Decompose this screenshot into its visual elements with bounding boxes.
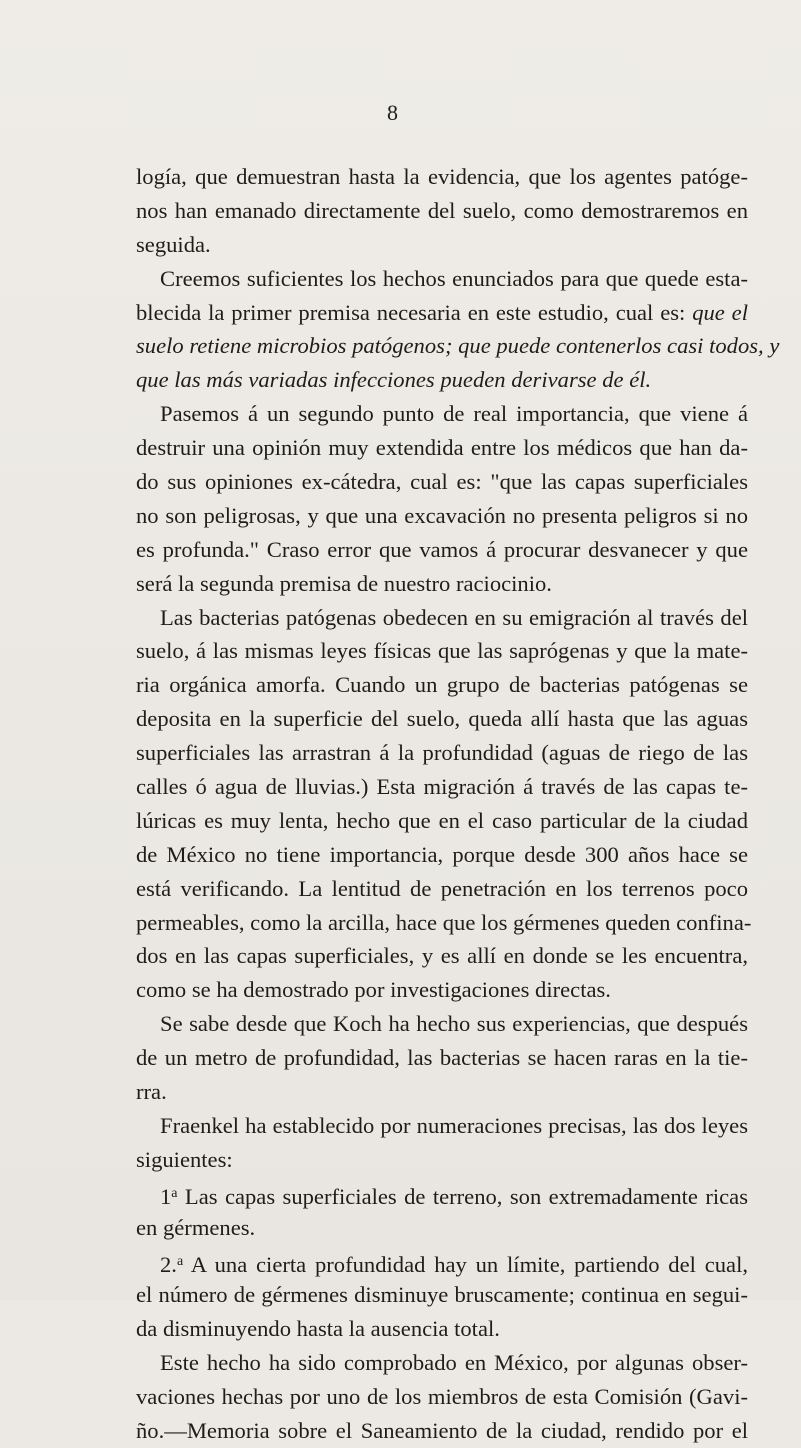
text-line <box>136 601 748 635</box>
line-text: está verificando. La lentitud de penetración en los terrenos poco <box>136 875 748 901</box>
line-text: Se sabe desde que Koch ha hecho sus experiencias, que después <box>160 1011 748 1037</box>
text-line <box>136 770 748 804</box>
line-text: da disminuyendo hasta la ausencia total. <box>136 1316 500 1342</box>
text-line <box>136 1041 748 1075</box>
line-text: es profunda." Craso error que vamos á procurar desvanecer y que <box>136 536 748 562</box>
text-line <box>136 702 748 736</box>
line-text: superficiales las arrastran á la profundidad (aguas de riego de las <box>136 740 748 766</box>
line-text: siguientes: <box>136 1146 233 1172</box>
line-text: dos en las capas superficiales, y es allí en donde se les encuentra, <box>136 943 748 969</box>
line-text: de un metro de profundidad, las bacterias se hacen raras en la tie- <box>136 1045 748 1071</box>
line-text: suelo, á las mismas leyes físicas que las saprógenas y que la mate- <box>136 638 748 664</box>
line-text: deposita en la superficie del suelo, queda allí hasta que las aguas <box>136 706 748 732</box>
text-line <box>136 160 748 194</box>
text-line <box>136 1075 748 1109</box>
italic-text: que las más variadas infecciones pueden derivarse de él. <box>136 367 652 393</box>
text-line <box>136 567 748 601</box>
line-text: Creemos suficientes los hechos enunciados para que quede esta- <box>160 265 748 291</box>
text-line <box>136 1109 748 1143</box>
text-line <box>136 872 748 906</box>
text-line <box>136 906 752 940</box>
text-line <box>136 329 780 363</box>
line-text: no son peligrosas, y que una excavación no presenta peligros si no <box>136 502 748 528</box>
text-line <box>136 431 748 465</box>
line-text: destruir una opinión muy extendida entre los médicos que han da- <box>136 435 748 461</box>
text-line <box>136 1143 748 1177</box>
text-line <box>136 939 748 973</box>
text-line <box>136 465 748 499</box>
text-line <box>136 973 748 1007</box>
text-line <box>136 634 748 668</box>
ordinal-superscript: a <box>176 1253 184 1269</box>
line-text: do sus opiniones ex-cátedra, cual es: "que las capas superficiales <box>136 469 748 495</box>
line-text: Las bacterias patógenas obedecen en su emigración al través del <box>160 604 748 630</box>
text-line <box>136 499 748 533</box>
line-text: nos han emanado directamente del suelo, como demostraremos en <box>136 197 748 223</box>
text-line <box>136 1380 748 1414</box>
line-text: permeables, como la arcilla, hace que los gérmenes queden confina- <box>136 909 752 935</box>
text-line <box>136 296 748 330</box>
line-text: Fraenkel ha establecido por numeraciones precisas, las dos leyes <box>160 1112 748 1138</box>
ordinal-superscript: a <box>171 1185 178 1201</box>
line-text: lúricas es muy lenta, hecho que en el caso particular de la ciudad <box>136 807 748 833</box>
text-line <box>136 1414 748 1448</box>
line-text-tail: A una cierta profundidad hay un límite, partiendo del cual, <box>183 1251 748 1277</box>
text-line <box>136 804 748 838</box>
italic-text: que el <box>692 299 748 325</box>
line-text: de México no tiene importancia, porque desde 300 años hace se <box>136 841 748 867</box>
body-text <box>136 160 780 1448</box>
line-text: será la segunda premisa de nuestro raciocinio. <box>136 570 552 596</box>
text-line <box>136 1278 748 1312</box>
line-text: como se ha demostrado por investigaciones directas. <box>136 977 611 1003</box>
line-text: logía, que demuestran hasta la evidencia, que los agentes patóge- <box>136 164 748 189</box>
text-line <box>136 262 748 296</box>
line-text: Este hecho ha sido comprobado en México, por algunas obser- <box>160 1350 748 1376</box>
text-line <box>136 1007 748 1041</box>
line-text-tail: Las capas superficiales de terreno, son extremadamente ricas <box>177 1183 748 1209</box>
text-line <box>136 1346 748 1380</box>
line-text: rra. <box>136 1079 167 1105</box>
text-line <box>136 1177 748 1211</box>
text-line <box>136 194 748 228</box>
line-text: Pasemos á un segundo punto de real importancia, que viene á <box>160 401 748 427</box>
text-line <box>136 736 748 770</box>
text-line <box>136 228 748 262</box>
text-line <box>136 838 748 872</box>
page-number: 8 <box>387 100 398 125</box>
line-text: seguida. <box>136 231 211 257</box>
line-text: calles ó agua de lluvias.) Esta migración á través de las capas te- <box>136 774 748 800</box>
text-line <box>136 363 748 397</box>
line-text: en gérmenes. <box>136 1214 256 1240</box>
line-text: 2. <box>160 1251 177 1277</box>
line-text: ria orgánica amorfa. Cuando un grupo de bacterias patógenas se <box>136 672 748 698</box>
line-text: ño.—Memoria sobre el Saneamiento de la ciudad, rendido por el <box>136 1417 748 1443</box>
line-text: 1 <box>160 1183 172 1209</box>
text-line <box>136 1312 748 1346</box>
italic-text: suelo retiene microbios patógenos; que puede contenerlos casi todos, y <box>136 333 780 359</box>
text-line <box>136 1245 748 1279</box>
line-text: vaciones hechas por uno de los miembros de esta Comisión (Gavi- <box>136 1384 748 1410</box>
text-line <box>136 1211 748 1245</box>
text-line <box>136 397 748 431</box>
text-line <box>136 668 748 702</box>
line-text: blecida la primer premisa necesaria en este estudio, cual es: <box>136 299 693 325</box>
line-text: el número de gérmenes disminuye bruscamente; continua en segui- <box>136 1282 748 1308</box>
text-line <box>136 533 748 567</box>
